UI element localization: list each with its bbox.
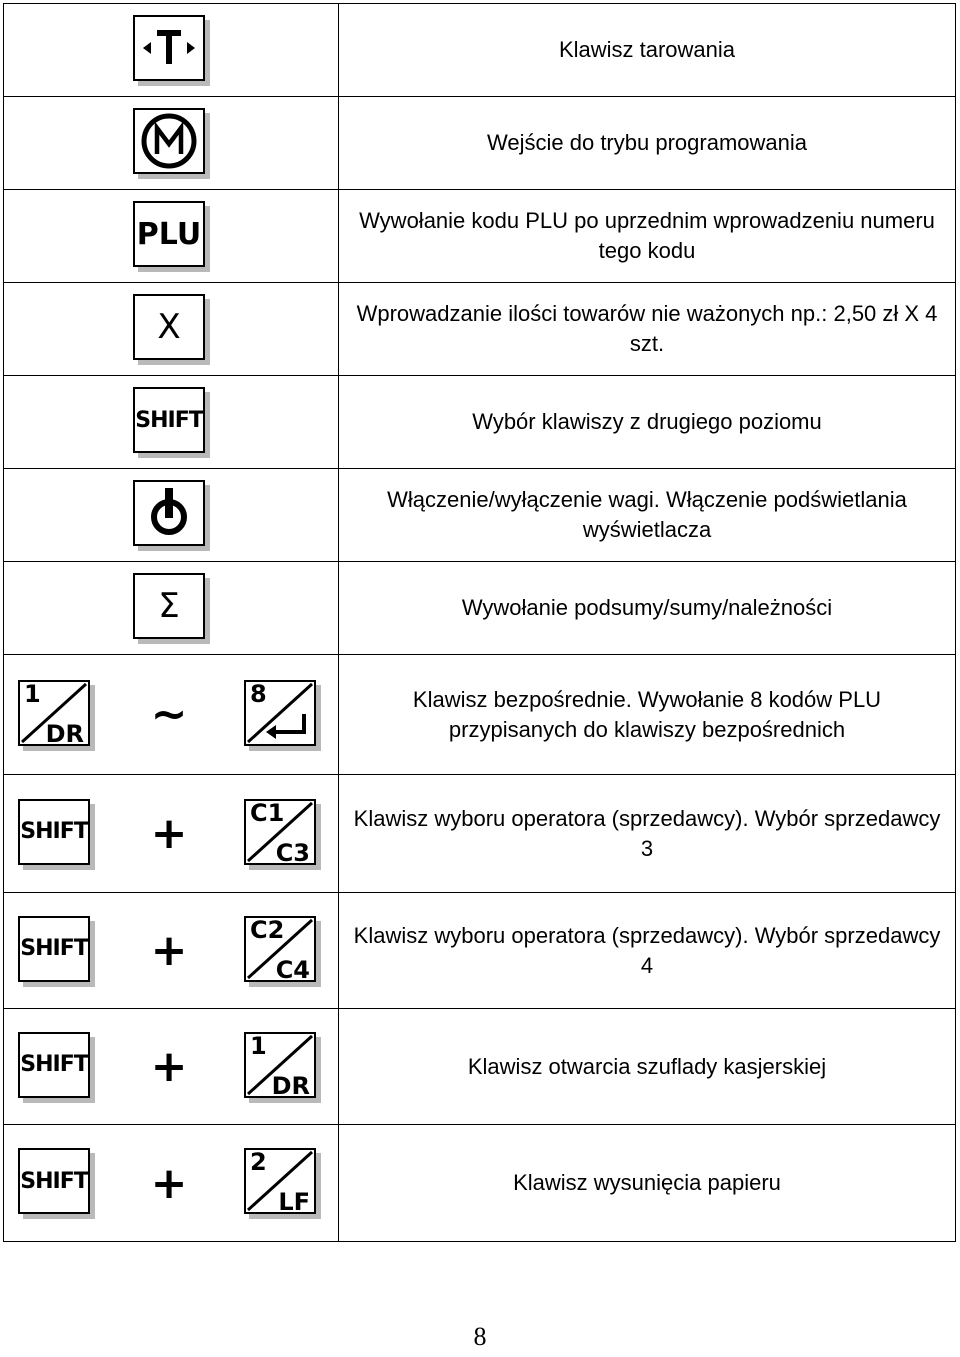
key-bottom-label: DR [271, 1071, 310, 1100]
plus-operator: + [150, 808, 188, 859]
key-label: SHIFT [20, 819, 88, 844]
key-label: SHIFT [20, 1168, 88, 1194]
page-number: 8 [473, 1322, 487, 1351]
table-row [4, 97, 956, 190]
key-label: PLU [136, 216, 202, 252]
table-row [4, 283, 956, 376]
row-description: Klawisz tarowania [558, 37, 736, 62]
power-key-icon [133, 480, 209, 550]
row-description: Klawisz wysunięcia papieru [513, 1170, 781, 1195]
table-row [4, 655, 956, 775]
key-bottom-label: DR [45, 719, 84, 748]
line-feed-key-icon [244, 1148, 320, 1218]
key-top-label: C2 [250, 915, 285, 944]
table-row [4, 469, 956, 562]
range-operator: ~ [150, 689, 188, 740]
shift-key-icon [18, 1148, 94, 1218]
key-label: SHIFT [20, 1052, 88, 1077]
row-description: Włączenie/wyłączenie wagi. Włączenie podświetlania wyświetlacza [387, 487, 907, 542]
shift-key-icon [18, 799, 94, 869]
table-row [4, 190, 956, 283]
key-label: Σ [158, 586, 180, 626]
drawer-key-icon [244, 1032, 320, 1102]
shift-key-icon [18, 1032, 94, 1102]
key-top-label: 2 [250, 1148, 267, 1176]
key-top-label: C1 [250, 798, 285, 827]
plus-operator: + [150, 925, 188, 976]
row-description: Wybór klawiszy z drugiego poziomu [472, 409, 822, 434]
row-description: Klawisz otwarcia szuflady kasjerskiej [467, 1053, 827, 1079]
table-row [4, 562, 956, 655]
table-row [4, 1009, 956, 1125]
table-row [4, 4, 956, 97]
table-row [4, 1125, 956, 1242]
shift-key-icon [18, 916, 94, 986]
key-bottom-label: C4 [275, 955, 310, 984]
sum-key-icon [133, 573, 209, 643]
shift-key-icon [133, 387, 209, 457]
table-row [4, 376, 956, 469]
key-function-table [3, 3, 956, 1242]
m-key-icon [133, 108, 209, 178]
key-bottom-label: C3 [275, 838, 310, 867]
operator-key-c1-c3-icon [244, 799, 320, 869]
row-description: Wywołanie kodu PLU po uprzednim wprowadzeniu numeru tego kodu [359, 208, 935, 263]
plus-operator: + [150, 1157, 188, 1209]
operator-key-c2-c4-icon [244, 916, 320, 986]
multiply-key-icon [133, 294, 209, 364]
table-row [4, 893, 956, 1009]
plus-operator: + [150, 1041, 188, 1092]
row-description: Klawisz bezpośrednie. Wywołanie 8 kodów PLU przypisanych do klawiszy bezpośrednich [412, 686, 882, 742]
key-label: X [157, 307, 181, 347]
row-description: Wprowadzanie ilości towarów nie ważonych np.: 2,50 zł X 4 szt. [356, 301, 938, 356]
key-bottom-label: LF [278, 1188, 310, 1216]
row-description: Klawisz wyboru operatora (sprzedawcy). Wybór sprzedawcy 4 [353, 922, 941, 978]
row-description: Wejście do trybu programowania [487, 130, 807, 155]
key-label: SHIFT [135, 407, 203, 433]
key-top-label: 1 [250, 1031, 267, 1060]
key-top-label: 8 [250, 679, 267, 708]
row-description: Wywołanie podsumy/sumy/należności [461, 595, 833, 620]
plu-key-icon [133, 201, 209, 271]
table-row [4, 775, 956, 893]
row-description: Klawisz wyboru operatora (sprzedawcy). Wybór sprzedawcy 3 [353, 805, 941, 861]
direct-key-8-icon [244, 680, 320, 750]
key-top-label: 1 [24, 679, 41, 708]
tare-key-icon [133, 15, 209, 85]
key-label: SHIFT [20, 936, 88, 961]
direct-key-1-icon [18, 680, 94, 750]
